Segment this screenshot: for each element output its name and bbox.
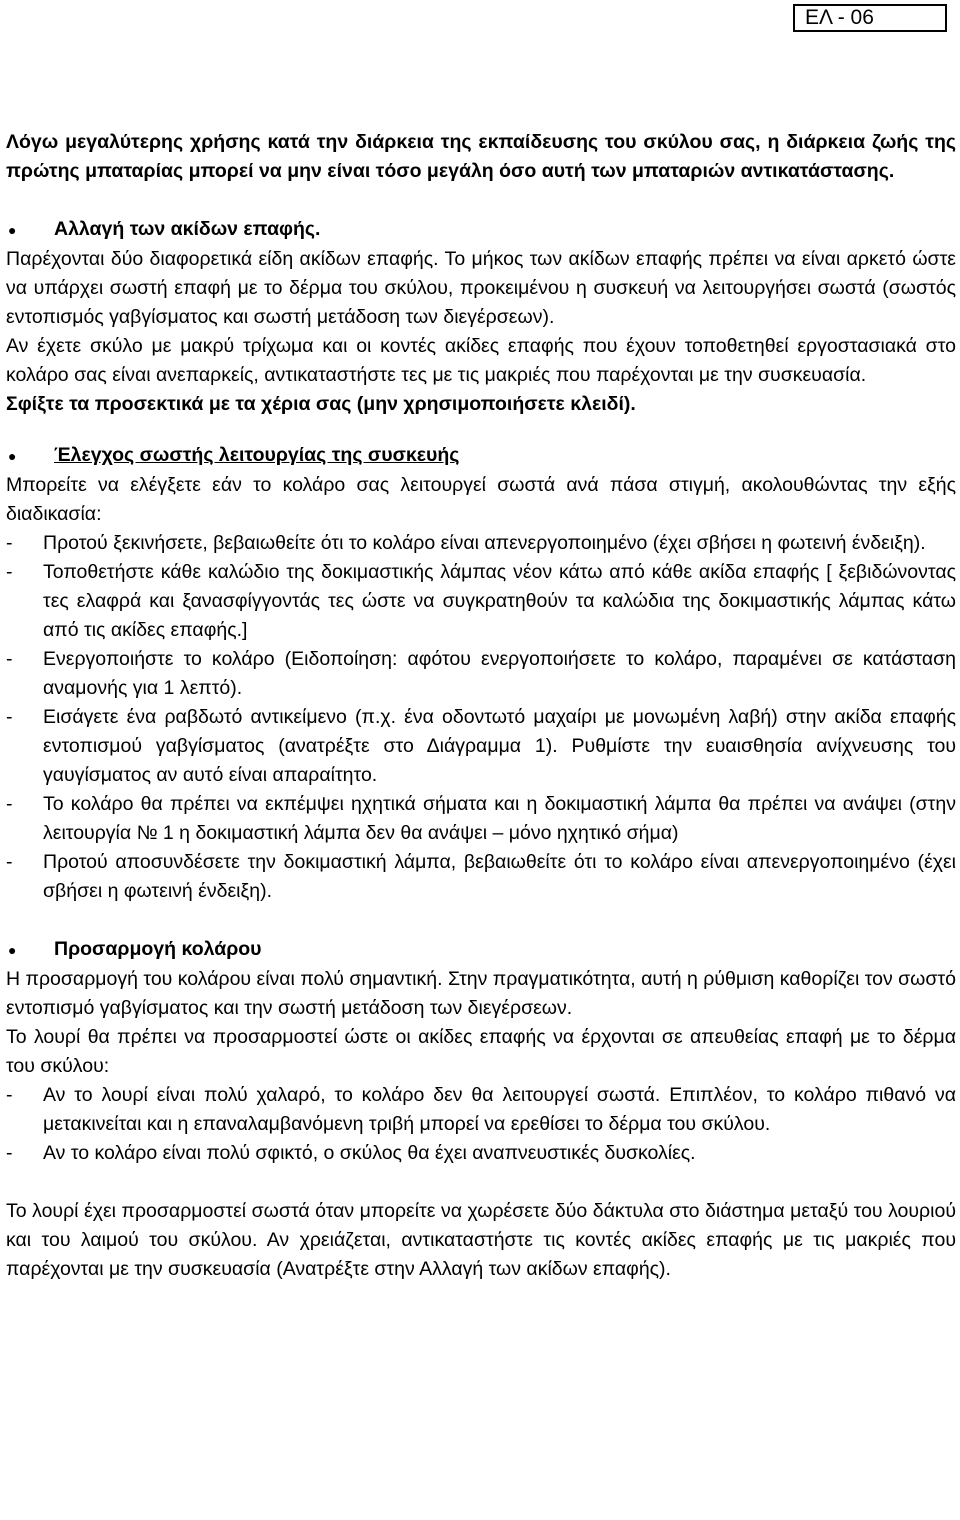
- bullet-icon: ●: [8, 942, 17, 958]
- contacts-paragraph-2: Αν έχετε σκύλο με μακρύ τρίχωμα και οι κοντές ακίδες επαφής που έχουν τοποθετηθεί εργοστασιακά στο κολάρο σας είναι ανεπαρκείς, αντικαταστήστε τες με τις μακριές που παρέχονται με την συσκευασία.: [6, 335, 956, 386]
- heading-text: Προσαρμογή κολάρου: [54, 938, 262, 960]
- intro-paragraph: Λόγω μεγαλύτερης χρήσης κατά την διάρκεια της εκπαίδευσης του σκύλου σας, η διάρκεια ζωής της πρώτης μπαταρίας μπορεί να μην είναι τόσο μεγάλη όσο αυτή των μπαταριών αντικατάστασης.: [6, 131, 956, 182]
- fit-paragraph-3: Το λουρί έχει προσαρμοστεί σωστά όταν μπορείτε να χωρέσετε δύο δάκτυλα στο διάστημα μεταξύ του λουριού και του λαιμού του σκύλου. Αν χρειάζεται, αντικαταστήστε τις κοντές ακίδες επαφής με τις μακριές που παρέχονται με την συσκευασία (Ανατρέξτε στην Αλλαγή των ακίδων επαφής).: [6, 1200, 956, 1280]
- dash-icon: -: [6, 648, 13, 670]
- spacer: [6, 906, 956, 935]
- contacts-bold-note: Σφίξτε τα προσεκτικά με τα χέρια σας (μην χρησιμοποιήσετε κλειδί).: [6, 393, 636, 415]
- dash-icon: -: [6, 706, 13, 728]
- fit-paragraph-1: Η προσαρμογή του κολάρου είναι πολύ σημαντική. Στην πραγματικότητα, αυτή η ρύθμιση καθορίζει τον σωστό εντοπισμό γαβγίσματος και την σωστή μετάδοση των διεγέρσεων.: [6, 968, 956, 1019]
- contacts-paragraph-1: Παρέχονται δύο διαφορετικά είδη ακίδων επαφής. Το μήκος των ακίδων επαφής πρέπει να είναι αρκετό ώστε να υπάρχει σωστή επαφή με το δέρμα του σκύλου, προκειμένου η συσκευή να λειτουργήσει σωστά (σωστός εντοπισμός γαβγίσματος και σωστή μετάδοση των διεγέρσεων).: [6, 248, 956, 328]
- list-item: - Το κολάρο θα πρέπει να εκπέμψει ηχητικά σήματα και η δοκιμαστική λάμπα θα πρέπει να ανάψει (στην λειτουργία № 1 η δοκιμαστική λάμπα δεν θα ανάψει – μόνο ηχητικό σήμα): [6, 790, 956, 848]
- dash-icon: -: [6, 851, 13, 873]
- dash-icon: -: [6, 532, 13, 554]
- heading-text: Έλεγχος σωστής λειτουργίας της συσκευής: [54, 444, 460, 466]
- list-item: - Ενεργοποιήστε το κολάρο (Ειδοποίηση: αφότου ενεργοποιήσετε το κολάρο, παραμένει σε κατάσταση αναμονής για 1 λεπτό).: [6, 645, 956, 703]
- fit-list: [6, 1081, 956, 1168]
- page-code-box: ΕΛ - 06: [793, 4, 947, 32]
- bullet-icon: ●: [8, 222, 17, 238]
- section-heading-contacts: [6, 215, 956, 245]
- list-item: - Εισάγετε ένα ραβδωτό αντικείμενο (π.χ. ένα οδοντωτό μαχαίρι με μονωμένη λαβή) στην ακίδα επαφής εντοπισμού γαβγίσματος (ανατρέξτε στο Διάγραμμα 1). Ρυθμίστε την ευαισθησία ανίχνευσης του γαυγίσματος αν αυτό είναι απαραίτητο.: [6, 703, 956, 790]
- dash-icon: -: [6, 1142, 13, 1164]
- section-heading-fit: [6, 935, 956, 965]
- list-item: - Τοποθετήστε κάθε καλώδιο της δοκιμαστικής λάμπας νέον κάτω από κάθε ακίδα επαφής [ ξεβιδώνοντας τες ελαφρά και ξανασφίγγοντάς τες ώστε να συγκρατηθούν τα καλώδια της δοκιμαστικής λάμπας κάτω από τις ακίδες επαφής.]: [6, 558, 956, 645]
- list-item: - Αν το κολάρο είναι πολύ σφικτό, ο σκύλος θα έχει αναπνευστικές δυσκολίες.: [6, 1139, 956, 1168]
- check-steps-list: [6, 529, 956, 906]
- dash-icon: -: [6, 561, 13, 583]
- section-heading-check: [6, 441, 956, 471]
- fit-paragraph-2: Το λουρί θα πρέπει να προσαρμοστεί ώστε οι ακίδες επαφής να έρχονται σε απευθείας επαφή με το δέρμα του σκύλου:: [6, 1026, 956, 1077]
- list-item: - Προτού αποσυνδέσετε την δοκιμαστική λάμπα, βεβαιωθείτε ότι το κολάρο είναι απενεργοποιημένο (έχει σβήσει η φωτεινή ένδειξη).: [6, 848, 956, 906]
- check-intro: Μπορείτε να ελέγξετε εάν το κολάρο σας λειτουργεί σωστά ανά πάσα στιγμή, ακολουθώντας την εξής διαδικασία:: [6, 474, 956, 525]
- document-body: [6, 128, 956, 1284]
- spacer: [6, 186, 956, 215]
- heading-text: Αλλαγή των ακίδων επαφής.: [54, 218, 321, 240]
- list-item: - Προτού ξεκινήσετε, βεβαιωθείτε ότι το κολάρο είναι απενεργοποιημένο (έχει σβήσει η φωτεινή ένδειξη).: [6, 529, 956, 558]
- spacer: [6, 1168, 956, 1197]
- list-item: - Αν το λουρί είναι πολύ χαλαρό, το κολάρο δεν θα λειτουργεί σωστά. Επιπλέον, το κολάρο πιθανό να μετακινείται και η επαναλαμβανόμενη τριβή μπορεί να ερεθίσει το δέρμα του σκύλου.: [6, 1081, 956, 1139]
- spacer: [6, 419, 956, 441]
- dash-icon: -: [6, 793, 13, 815]
- dash-icon: -: [6, 1084, 13, 1106]
- bullet-icon: ●: [8, 448, 17, 464]
